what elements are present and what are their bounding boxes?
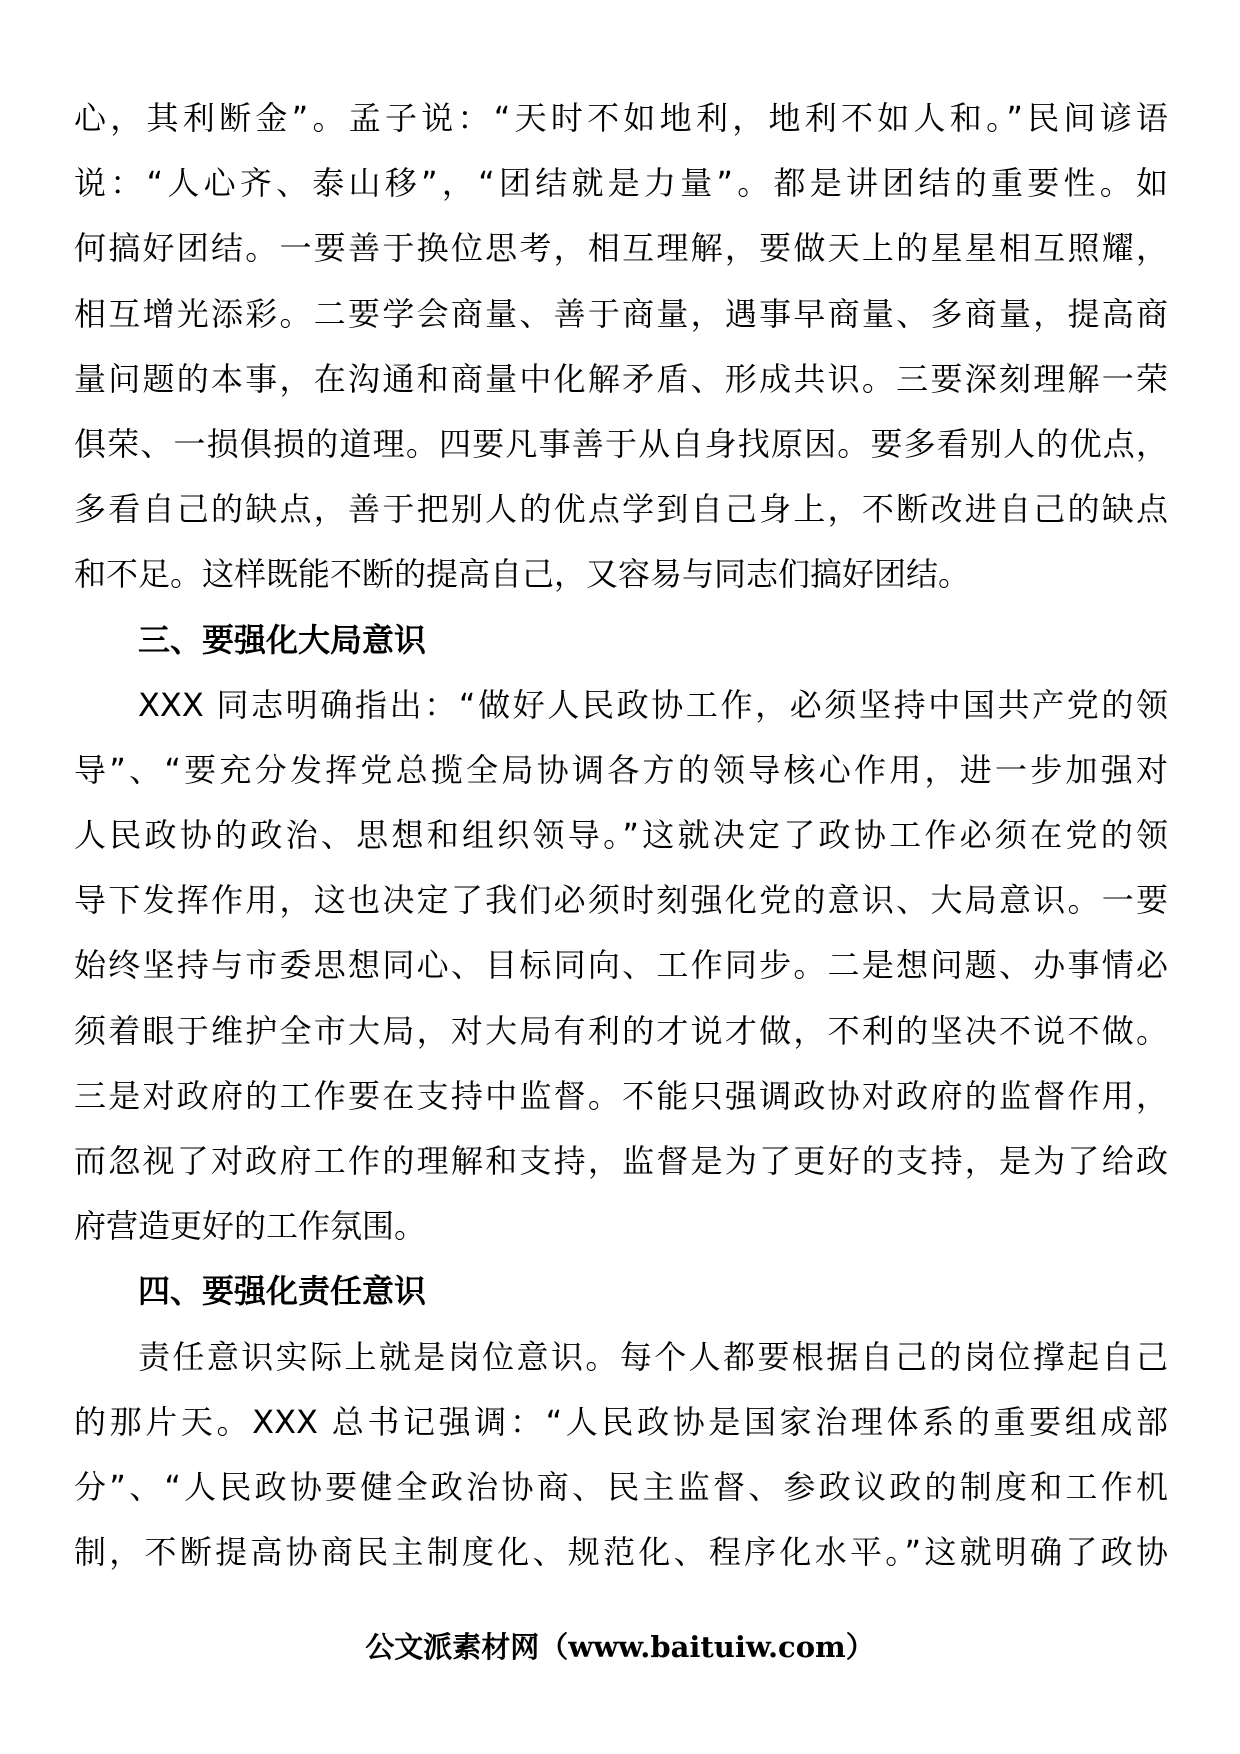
text-line: 三是对政府的工作要在支持中监督。不能只强调政协对政府的监督作用， <box>74 1076 1168 1115</box>
text-line: XXX 同志明确指出：“做好人民政协工作，必须坚持中国共产党的领 <box>138 685 1168 724</box>
text-line: 的那片天。XXX 总书记强调：“人民政协是国家治理体系的重要组成部 <box>74 1402 1168 1441</box>
text-line: 而忽视了对政府工作的理解和支持，监督是为了更好的支持，是为了给政 <box>74 1142 1168 1180</box>
text-line: 府营造更好的工作氛围。 <box>74 1207 427 1246</box>
text-line: 何搞好团结。一要善于换位思考，相互理解，要做天上的星星相互照耀， <box>74 229 1168 268</box>
text-line: 和不足。这样既能不断的提高自己，又容易与同志们搞好团结。 <box>74 555 971 594</box>
section-heading: 四、要强化责任意识 <box>138 1272 427 1311</box>
text-line: 心，其利断金”。孟子说：“天时不如地利，地利不如人和。”民间谚语 <box>74 99 1168 137</box>
text-line: 制，不断提高协商民主制度化、规范化、程序化水平。”这就明确了政协 <box>74 1533 1168 1572</box>
text-line: 多看自己的缺点，善于把别人的优点学到自己身上，不断改进自己的缺点 <box>74 490 1168 529</box>
text-line: 始终坚持与市委思想同心、目标同向、工作同步。二是想问题、办事情必 <box>74 946 1168 985</box>
text-line: 须着眼于维护全市大局，对大局有利的才说才做，不利的坚决不说不做。 <box>74 1011 1168 1050</box>
document-body <box>74 86 1168 1585</box>
text-line: 导下发挥作用，这也决定了我们必须时刻强化党的意识、大局意识。一要 <box>74 881 1168 920</box>
text-line: 导”、“要充分发挥党总揽全局协调各方的领导核心作用，进一步加强对 <box>74 750 1168 789</box>
text-line: 俱荣、一损俱损的道理。四要凡事善于从自身找原因。要多看别人的优点， <box>74 424 1168 463</box>
section-heading: 三、要强化大局意识 <box>138 620 427 659</box>
text-line: 责任意识实际上就是岗位意识。每个人都要根据自己的岗位撑起自己 <box>138 1337 1168 1376</box>
footer-watermark: 公文派素材网（www.baituiw.com） <box>365 1630 875 1664</box>
text-line: 相互增光添彩。二要学会商量、善于商量，遇事早商量、多商量，提高商 <box>74 294 1168 333</box>
text-line: 量问题的本事，在沟通和商量中化解矛盾、形成共识。三要深刻理解一荣 <box>74 359 1168 398</box>
text-line: 人民政协的政治、思想和组织领导。”这就决定了政协工作必须在党的领 <box>74 816 1168 855</box>
text-line: 说：“人心齐、泰山移”，“团结就是力量”。都是讲团结的重要性。如 <box>74 164 1168 203</box>
text-line: 分”、“人民政协要健全政治协商、民主监督、参政议政的制度和工作机 <box>74 1467 1168 1506</box>
